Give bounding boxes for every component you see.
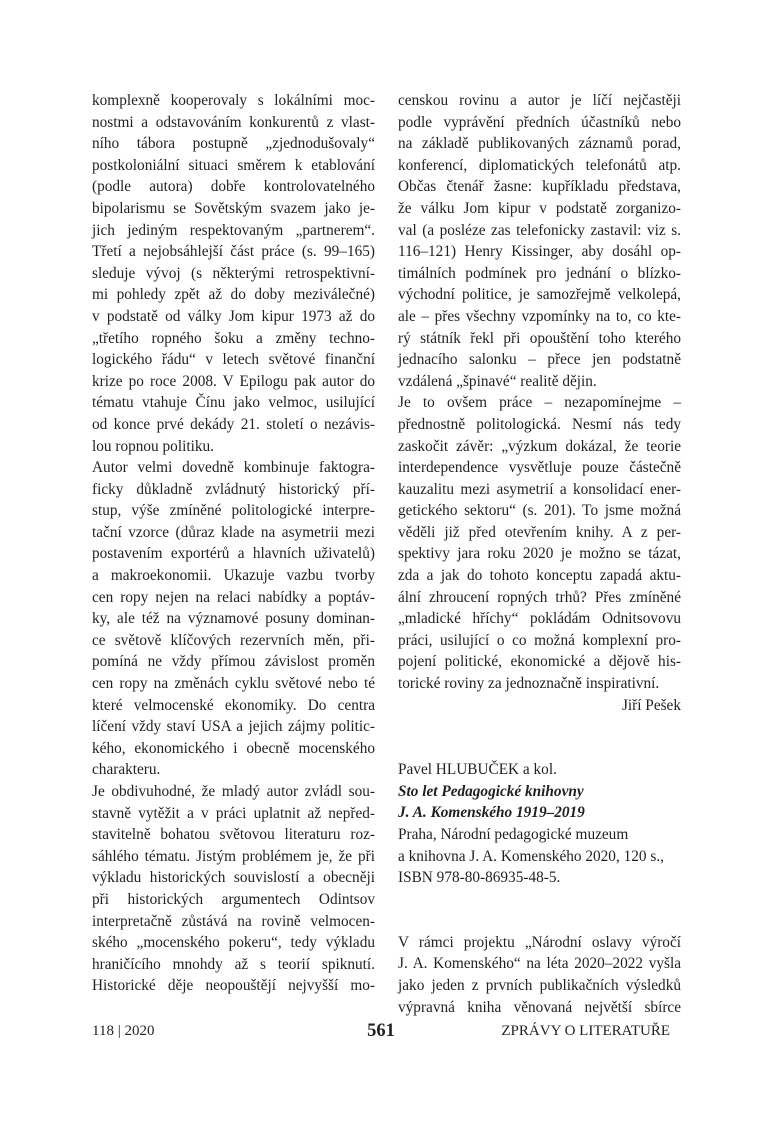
text-line: rý státník řekl při opouštění toho kterého <box>398 329 681 347</box>
text-line: charakteru. <box>92 761 161 779</box>
text-line: ální zhroucení ropných trhů? Přes zmíněné <box>398 588 681 606</box>
text-line: stup, výše zmíněné politologické interpre- <box>92 502 375 520</box>
text-line: věděli již před otevřením knihy. A z per- <box>398 523 681 541</box>
text-line: postkoloniální situaci směrem k etablování <box>92 156 375 174</box>
text-line: komplexně kooperovaly s lokálními moc- <box>92 92 375 109</box>
right-column <box>398 90 681 1018</box>
text-line: bipolarismu se Sovětským svazem jako je- <box>92 199 375 217</box>
text-line: Je obdivuhodné, že mladý autor zvládl sou- <box>92 783 375 800</box>
text-line: cen ropy nejen na relaci nabídky a poptáv- <box>92 588 375 606</box>
text-line: nostmi a odstavováním konkurentů z vlast- <box>92 113 375 131</box>
text-line: censkou rovinu a autor je líčí nejčastěji <box>398 92 681 109</box>
text-line: Historické děje neopouštějí nejvyšší mo- <box>92 977 375 995</box>
text-line: Autor velmi dovedně kombinuje faktogra- <box>92 459 375 477</box>
text-line: zda a jak do tohoto konceptu zapadá aktu- <box>398 567 681 585</box>
text-line: ficky důkladně zvládnutý historický pří- <box>92 480 375 498</box>
text-line: „třetího ropného šoku a změny techno- <box>92 329 375 347</box>
text-line: J. A. Komenského“ na léta 2020–2022 vyšla <box>398 955 681 973</box>
text-line: (podle autora) dobře kontrolovatelného <box>92 178 375 196</box>
text-line: Je to ovšem práce – nezapomínejme – <box>398 394 681 412</box>
text-line: hraničícího mnohdy až s teorií spiknutí. <box>92 955 375 973</box>
text-line: konferencí, diplomatických telefonátů atp. <box>398 156 681 174</box>
text-line: ce světově klíčových rezervních měn, při- <box>92 631 375 649</box>
text-line: Třetí a nejobsáhlejší část práce (s. 99–165) <box>92 243 375 261</box>
text-line: interpretačně zůstává na rovině velmocen- <box>92 912 375 930</box>
text-line: interdependence vysvětluje pouze částečně <box>398 459 681 477</box>
text-line: výpravná kniha věnovaná největší sbírce <box>398 998 681 1016</box>
text-line: od konce prvé dekády 21. století o nezávis- <box>92 415 375 433</box>
text-line: ního tábora postupně „zjednodušovaly“ <box>92 135 375 153</box>
paragraph <box>398 90 681 392</box>
text-line: práci, usilující o co možná komplexní pro- <box>398 631 681 649</box>
paragraph <box>398 392 681 694</box>
text-line: Občas čtenář žasne: kupříkladu představa, <box>398 178 681 196</box>
paragraph <box>398 932 681 1018</box>
text-line: mi pohledy zpět až do doby meziválečné) <box>92 286 375 304</box>
text-line: sáhlého tématu. Jistým problémem je, že při <box>92 847 375 865</box>
text-line: východní politice, je samozřejmě velkolepá, <box>398 286 681 304</box>
text-line: a makroekonomii. Ukazuje vazbu tvorby <box>92 567 375 585</box>
text-line: tématu vtahuje Čínu jako velmoc, usilující <box>92 394 375 412</box>
text-line: vzdálená „špinavé“ realitě dějin. <box>398 372 597 390</box>
text-line: timálních podmínek pro jednání o blízko- <box>398 264 681 282</box>
text-line: na základě publikovaných záznamů porad, <box>398 135 681 153</box>
book-imprint: Praha, Národní pedagogické muzeum <box>398 826 629 843</box>
text-line: zaskočit závěr: „výzkum dokázal, že teorie <box>398 437 681 455</box>
book-imprint: a knihovna J. A. Komenského 2020, 120 s., <box>398 847 664 865</box>
text-line: sleduje vývoj (s některými retrospektivní- <box>92 264 375 282</box>
book-isbn: ISBN 978-80-86935-48-5. <box>398 869 561 887</box>
text-line: výkladu historických souvislostí a obecněji <box>92 869 375 887</box>
text-line: podle vyprávění předních účastníků nebo <box>398 113 681 131</box>
text-line: V rámci projektu „Národní oslavy výročí <box>398 933 681 951</box>
text-line: ale – přes všechny vzpomínky na to, co kte- <box>398 307 681 325</box>
text-line: cen ropy na změnách cyklu světové nebo té <box>92 675 375 693</box>
text-line: stavitelně bohatou světovou literaturu roz- <box>92 826 375 844</box>
text-line: logického řádu“ v letech světové finanční <box>92 351 375 369</box>
left-column <box>92 90 375 997</box>
text-line: kého, ekonomického i obecně mocenského <box>92 739 375 757</box>
text-line: getického sektoru“ (s. 201). To jsme možná <box>398 502 681 520</box>
text-line: krize po roce 2008. V Epilogu pak autor do <box>92 372 375 390</box>
text-line: které velmocenské ekonomiky. Do centra <box>92 696 375 714</box>
text-line: lou ropnou politiku. <box>92 437 214 455</box>
paragraph <box>92 457 375 781</box>
text-line: kauzalitu mezi asymetrií a konsolidací ener- <box>398 480 681 498</box>
text-line: jich jediným respektovaným „partnerem“. <box>92 221 375 239</box>
paragraph <box>92 781 375 997</box>
text-line: v podstatě od války Jom kipur 1973 až do <box>92 307 375 325</box>
book-title: Sto let Pedagogické knihovny <box>398 782 584 800</box>
page-number: 561 <box>367 1021 395 1041</box>
text-line: „mladické hříchy“ pokládám Odnitsovovu <box>398 610 681 628</box>
text-line: jednacího salonku – přece jen podstatně <box>398 351 681 369</box>
section-title: ZPRÁVY O LITERATUŘE <box>501 1023 670 1039</box>
page-footer <box>0 1023 762 1047</box>
text-line: jako jeden z prvních publikačních výsledků <box>398 976 681 994</box>
text-line: stavně vytěžit a v práci uplatnit až nepřed- <box>92 804 375 822</box>
book-author: Pavel HLUBUČEK a kol. <box>398 761 557 779</box>
text-line: přednostně politologická. Nesmí nás tedy <box>398 415 681 433</box>
text-line: val (a posléze zas telefonicky zastavil: viz s. <box>398 221 681 239</box>
text-line: spektivy jara roku 2020 je možno se tázat, <box>398 545 681 563</box>
text-line: ského „mocenského pokeru“, tedy výkladu <box>92 934 375 952</box>
text-line: ky, ale též na významové posuny dominan- <box>92 610 375 628</box>
issue-label: 118 | 2020 <box>92 1023 155 1039</box>
text-line: tační vzorce (důraz klade na asymetrii mezi <box>92 523 375 541</box>
book-title: J. A. Komenského 1919–2019 <box>398 804 585 822</box>
text-line: torické roviny za jednoznačně inspirativní. <box>398 675 660 693</box>
bibliography-entry <box>398 759 681 889</box>
paragraph <box>92 90 375 457</box>
text-line: pojení politické, ekonomické a dějově his- <box>398 653 681 671</box>
review-signature: Jiří Pešek <box>621 696 681 714</box>
text-line: pomíná ne vždy přímou závislost proměn <box>92 653 375 671</box>
text-line: při historických argumentech Odintsov <box>92 890 375 908</box>
text-line: 116–121) Henry Kissinger, aby dosáhl op- <box>398 243 681 261</box>
text-line: postavením exportérů a hlavních uživatelů) <box>92 545 375 563</box>
text-line: že válku Jom kipur v podstatě zorganizo- <box>398 199 681 217</box>
text-line: líčení vždy staví USA a jejich zájmy politic- <box>92 718 375 736</box>
